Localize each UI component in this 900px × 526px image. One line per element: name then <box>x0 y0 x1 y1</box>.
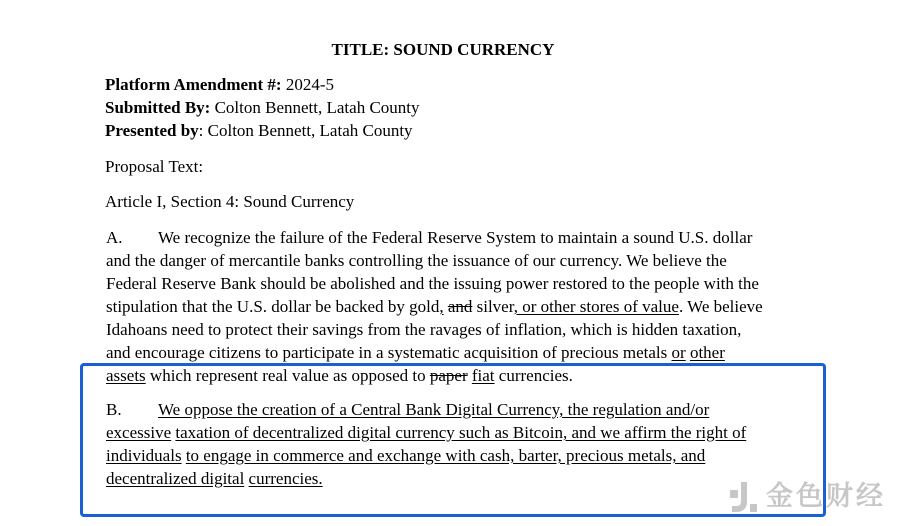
meta-line-presented-by <box>105 119 420 142</box>
inserted-text: to engage in commerce and exchange with cash, barter, precious metals, and <box>185 446 706 465</box>
inserted-text: decentralized digital <box>106 469 245 488</box>
paragraph-line <box>106 295 806 318</box>
section-letter: B. <box>106 400 122 419</box>
inserted-text: currencies. <box>248 469 323 488</box>
deleted-text: paper <box>429 366 468 385</box>
inserted-text: , <box>439 297 444 316</box>
inserted-text: assets <box>106 366 146 385</box>
meta-value: Colton Bennett, Latah County <box>210 98 420 117</box>
watermark <box>728 480 886 514</box>
inserted-text: fiat <box>471 366 495 385</box>
text-run: which represent real value as opposed to <box>145 366 430 385</box>
paragraph-line <box>106 249 806 272</box>
proposal-text-label: Proposal Text: <box>105 157 204 176</box>
highlight-box <box>80 363 826 517</box>
golden-finance-logo-icon <box>728 480 758 514</box>
meta-label: Platform Amendment #: <box>105 75 282 94</box>
inserted-text: We oppose the creation of a Central Bank Digital Currency, the regulation and/or <box>158 400 710 419</box>
meta-label: Submitted By: <box>105 98 211 117</box>
meta-label: Presented by <box>105 121 199 140</box>
text-run: and encourage citizens to participate in a systematic acquisition of precious metals <box>106 343 672 362</box>
paragraph-line <box>106 318 806 341</box>
paragraph-line <box>106 272 806 295</box>
article-heading: Article I, Section 4: Sound Currency <box>105 192 355 211</box>
watermark-text: 金色财经 <box>766 481 886 512</box>
amendment-meta <box>105 73 420 142</box>
text-run: . We believe <box>678 297 763 316</box>
inserted-text: other <box>689 343 725 362</box>
text-run: silver <box>472 297 514 316</box>
text-run: We recognize the failure of the Federal Reserve System to maintain a sound U.S. dollar <box>158 228 753 247</box>
inserted-text: , or other stores of value <box>513 297 679 316</box>
paragraph-line <box>106 226 806 249</box>
inserted-text: taxation of decentralized digital currency such as Bitcoin, and we affirm the right of <box>175 423 747 442</box>
text-run: and the danger of mercantile banks controlling the issuance of our currency. We believe the <box>106 251 727 270</box>
meta-line-submitted-by <box>105 96 420 119</box>
inserted-text: individuals <box>106 446 182 465</box>
text-run: currencies. <box>494 366 573 385</box>
deleted-text: and <box>447 297 473 316</box>
document-title: TITLE: SOUND CURRENCY <box>331 40 555 59</box>
meta-line-amendment-number <box>105 73 420 96</box>
text-run: stipulation that the U.S. dollar be backed by gold <box>106 297 440 316</box>
section-letter: A. <box>106 228 123 247</box>
inserted-text: excessive <box>106 423 172 442</box>
paragraph-line <box>106 341 806 364</box>
meta-value: : Colton Bennett, Latah County <box>198 121 413 140</box>
text-run: Idahoans need to protect their savings from the ravages of inflation, which is hidden taxation, <box>106 320 742 339</box>
meta-value: 2024-5 <box>281 75 334 94</box>
text-run: Federal Reserve Bank should be abolished and the issuing power restored to the people with the <box>106 274 759 293</box>
inserted-text: or <box>671 343 686 362</box>
